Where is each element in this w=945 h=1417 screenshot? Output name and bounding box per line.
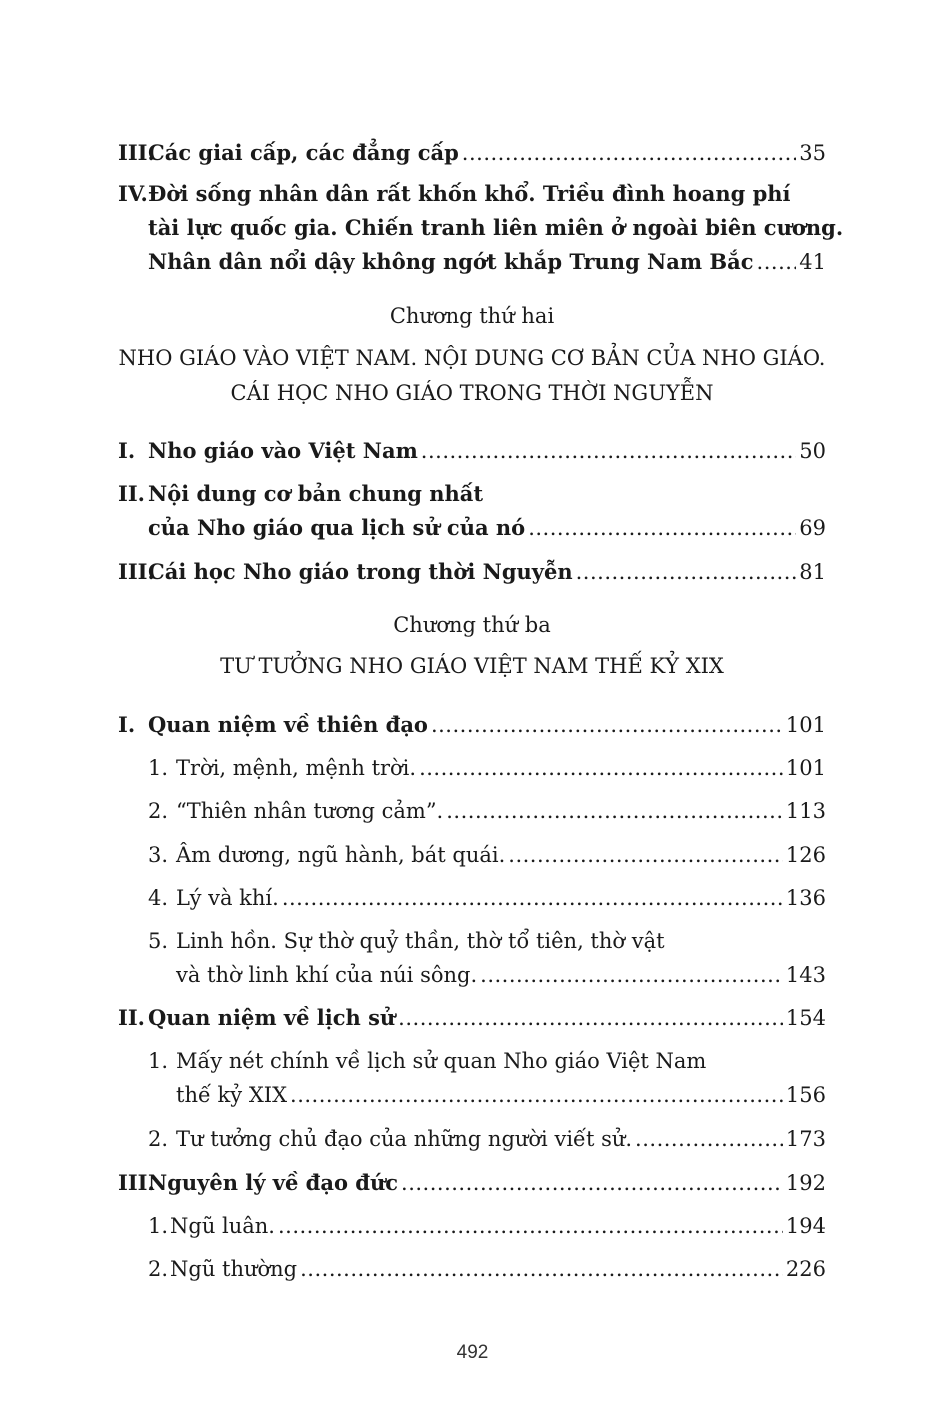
leader-dots	[282, 881, 783, 915]
toc-entry	[118, 434, 826, 468]
entry-page: 154	[785, 1006, 826, 1030]
toc-entry	[118, 136, 826, 170]
toc-subentry	[148, 1209, 826, 1243]
chapter-title: TƯ TƯỞNG NHO GIÁO VIỆT NAM THẾ KỶ XIX	[220, 654, 724, 678]
entry-page: 192	[785, 1171, 826, 1195]
toc-entry	[118, 1166, 826, 1200]
leader-dots	[401, 1166, 783, 1200]
entry-title: Quan niệm về thiên đạo	[148, 712, 428, 737]
toc-entry	[118, 555, 826, 589]
leader-dots	[757, 245, 797, 279]
entry-title: Ngũ thường	[170, 1257, 298, 1281]
entry-number: I.	[118, 438, 136, 463]
entry-page: 101	[785, 713, 826, 737]
entry-title-line: Nội dung cơ bản chung nhất	[148, 481, 484, 506]
page-number: 492	[456, 1342, 489, 1363]
entry-title-line: của Nho giáo qua lịch sử của nó	[148, 515, 526, 540]
leader-dots	[528, 511, 796, 545]
toc-entry	[118, 708, 826, 742]
leader-dots	[508, 838, 783, 872]
leader-dots	[300, 1252, 783, 1286]
entry-number: I.	[118, 712, 136, 737]
entry-page: 136	[785, 886, 826, 910]
entry-page: 126	[785, 843, 826, 867]
entry-page: 101	[785, 756, 826, 780]
leader-dots	[576, 555, 797, 589]
entry-number: II.	[118, 1005, 145, 1030]
leader-dots	[431, 708, 783, 742]
toc-subentry	[148, 838, 826, 872]
entry-page: 113	[785, 799, 826, 823]
entry-number: 2.	[148, 1127, 169, 1151]
entry-title: Lý và khí.	[176, 886, 279, 910]
entry-title-line: tài lực quốc gia. Chiến tranh liên miên ở ngoài biên cương.	[148, 215, 844, 240]
entry-number: III.	[118, 1170, 155, 1195]
entry-title: Cái học Nho giáo trong thời Nguyễn	[148, 559, 573, 584]
entry-number: 1.	[148, 1049, 169, 1073]
entry-title-line: Linh hồn. Sự thờ quỷ thần, thờ tổ tiên, thờ vật	[176, 929, 665, 953]
entry-title: Tư tưởng chủ đạo của những người viết sử.	[176, 1127, 633, 1151]
entry-number: II.	[118, 481, 145, 506]
leader-dots	[635, 1122, 783, 1156]
entry-title-line: Đời sống nhân dân rất khốn khổ. Triều đình hoang phí	[148, 181, 791, 206]
entry-page: 41	[799, 250, 826, 274]
entry-title: Âm dương, ngũ hành, bát quái.	[176, 843, 506, 867]
entry-number: 5.	[148, 929, 169, 953]
entry-title: Quan niệm về lịch sử	[148, 1005, 396, 1030]
entry-title-line: Nhân dân nổi dậy không ngớt khắp Trung Nam Bắc	[148, 249, 754, 274]
toc-entry	[118, 477, 826, 545]
chapter-title: CÁI HỌC NHO GIÁO TRONG THỜI NGUYỄN	[230, 381, 714, 405]
toc-subentry	[148, 1122, 826, 1156]
leader-dots	[419, 751, 783, 785]
toc-entry	[118, 177, 844, 279]
entry-number: 2.	[148, 1257, 169, 1281]
entry-title: Ngũ luân.	[170, 1214, 275, 1238]
entry-title: Trời, mệnh, mệnh trời.	[176, 756, 417, 780]
entry-page: 35	[799, 141, 826, 165]
leader-dots	[446, 794, 783, 828]
leader-dots	[462, 136, 796, 170]
entry-title-line: Mấy nét chính về lịch sử quan Nho giáo Việt Nam	[176, 1049, 707, 1073]
toc-subentry	[148, 924, 826, 992]
chapter-label: Chương thứ ba	[393, 613, 551, 637]
entry-number: 4.	[148, 886, 169, 910]
toc-subentry	[148, 1252, 826, 1286]
entry-number: 1.	[148, 1214, 169, 1238]
entry-number: 2.	[148, 799, 169, 823]
entry-number: IV.	[118, 181, 148, 206]
leader-dots	[480, 958, 783, 992]
toc-subentry	[148, 794, 826, 828]
entry-page: 173	[785, 1127, 826, 1151]
leader-dots	[421, 434, 796, 468]
leader-dots	[278, 1209, 783, 1243]
entry-page: 50	[799, 439, 826, 463]
toc-subentry	[148, 1044, 826, 1112]
entry-page: 81	[799, 560, 826, 584]
entry-title: Nguyên lý về đạo đức	[148, 1170, 399, 1195]
toc-entry	[118, 1001, 826, 1035]
entry-number: III.	[118, 559, 155, 584]
leader-dots	[398, 1001, 783, 1035]
leader-dots	[290, 1078, 783, 1112]
entry-number: 3.	[148, 843, 169, 867]
entry-title: Nho giáo vào Việt Nam	[148, 438, 418, 463]
entry-page: 143	[785, 963, 826, 987]
entry-page: 194	[785, 1214, 826, 1238]
entry-title: “Thiên nhân tương cảm”.	[176, 799, 444, 823]
entry-page: 156	[785, 1083, 826, 1107]
entry-number: 1.	[148, 756, 169, 780]
entry-title-line: thế kỷ XIX	[176, 1083, 288, 1107]
toc-subentry	[148, 751, 826, 785]
entry-page: 69	[799, 516, 826, 540]
entry-title-line: và thờ linh khí của núi sông.	[176, 963, 478, 987]
chapter-label: Chương thứ hai	[389, 304, 555, 328]
entry-title: Các giai cấp, các đẳng cấp	[148, 140, 459, 165]
chapter-title: NHO GIÁO VÀO VIỆT NAM. NỘI DUNG CƠ BẢN CỦA NHO GIÁO.	[118, 346, 826, 370]
entry-page: 226	[785, 1257, 826, 1281]
entry-number: III.	[118, 140, 155, 165]
toc-subentry	[148, 881, 826, 915]
